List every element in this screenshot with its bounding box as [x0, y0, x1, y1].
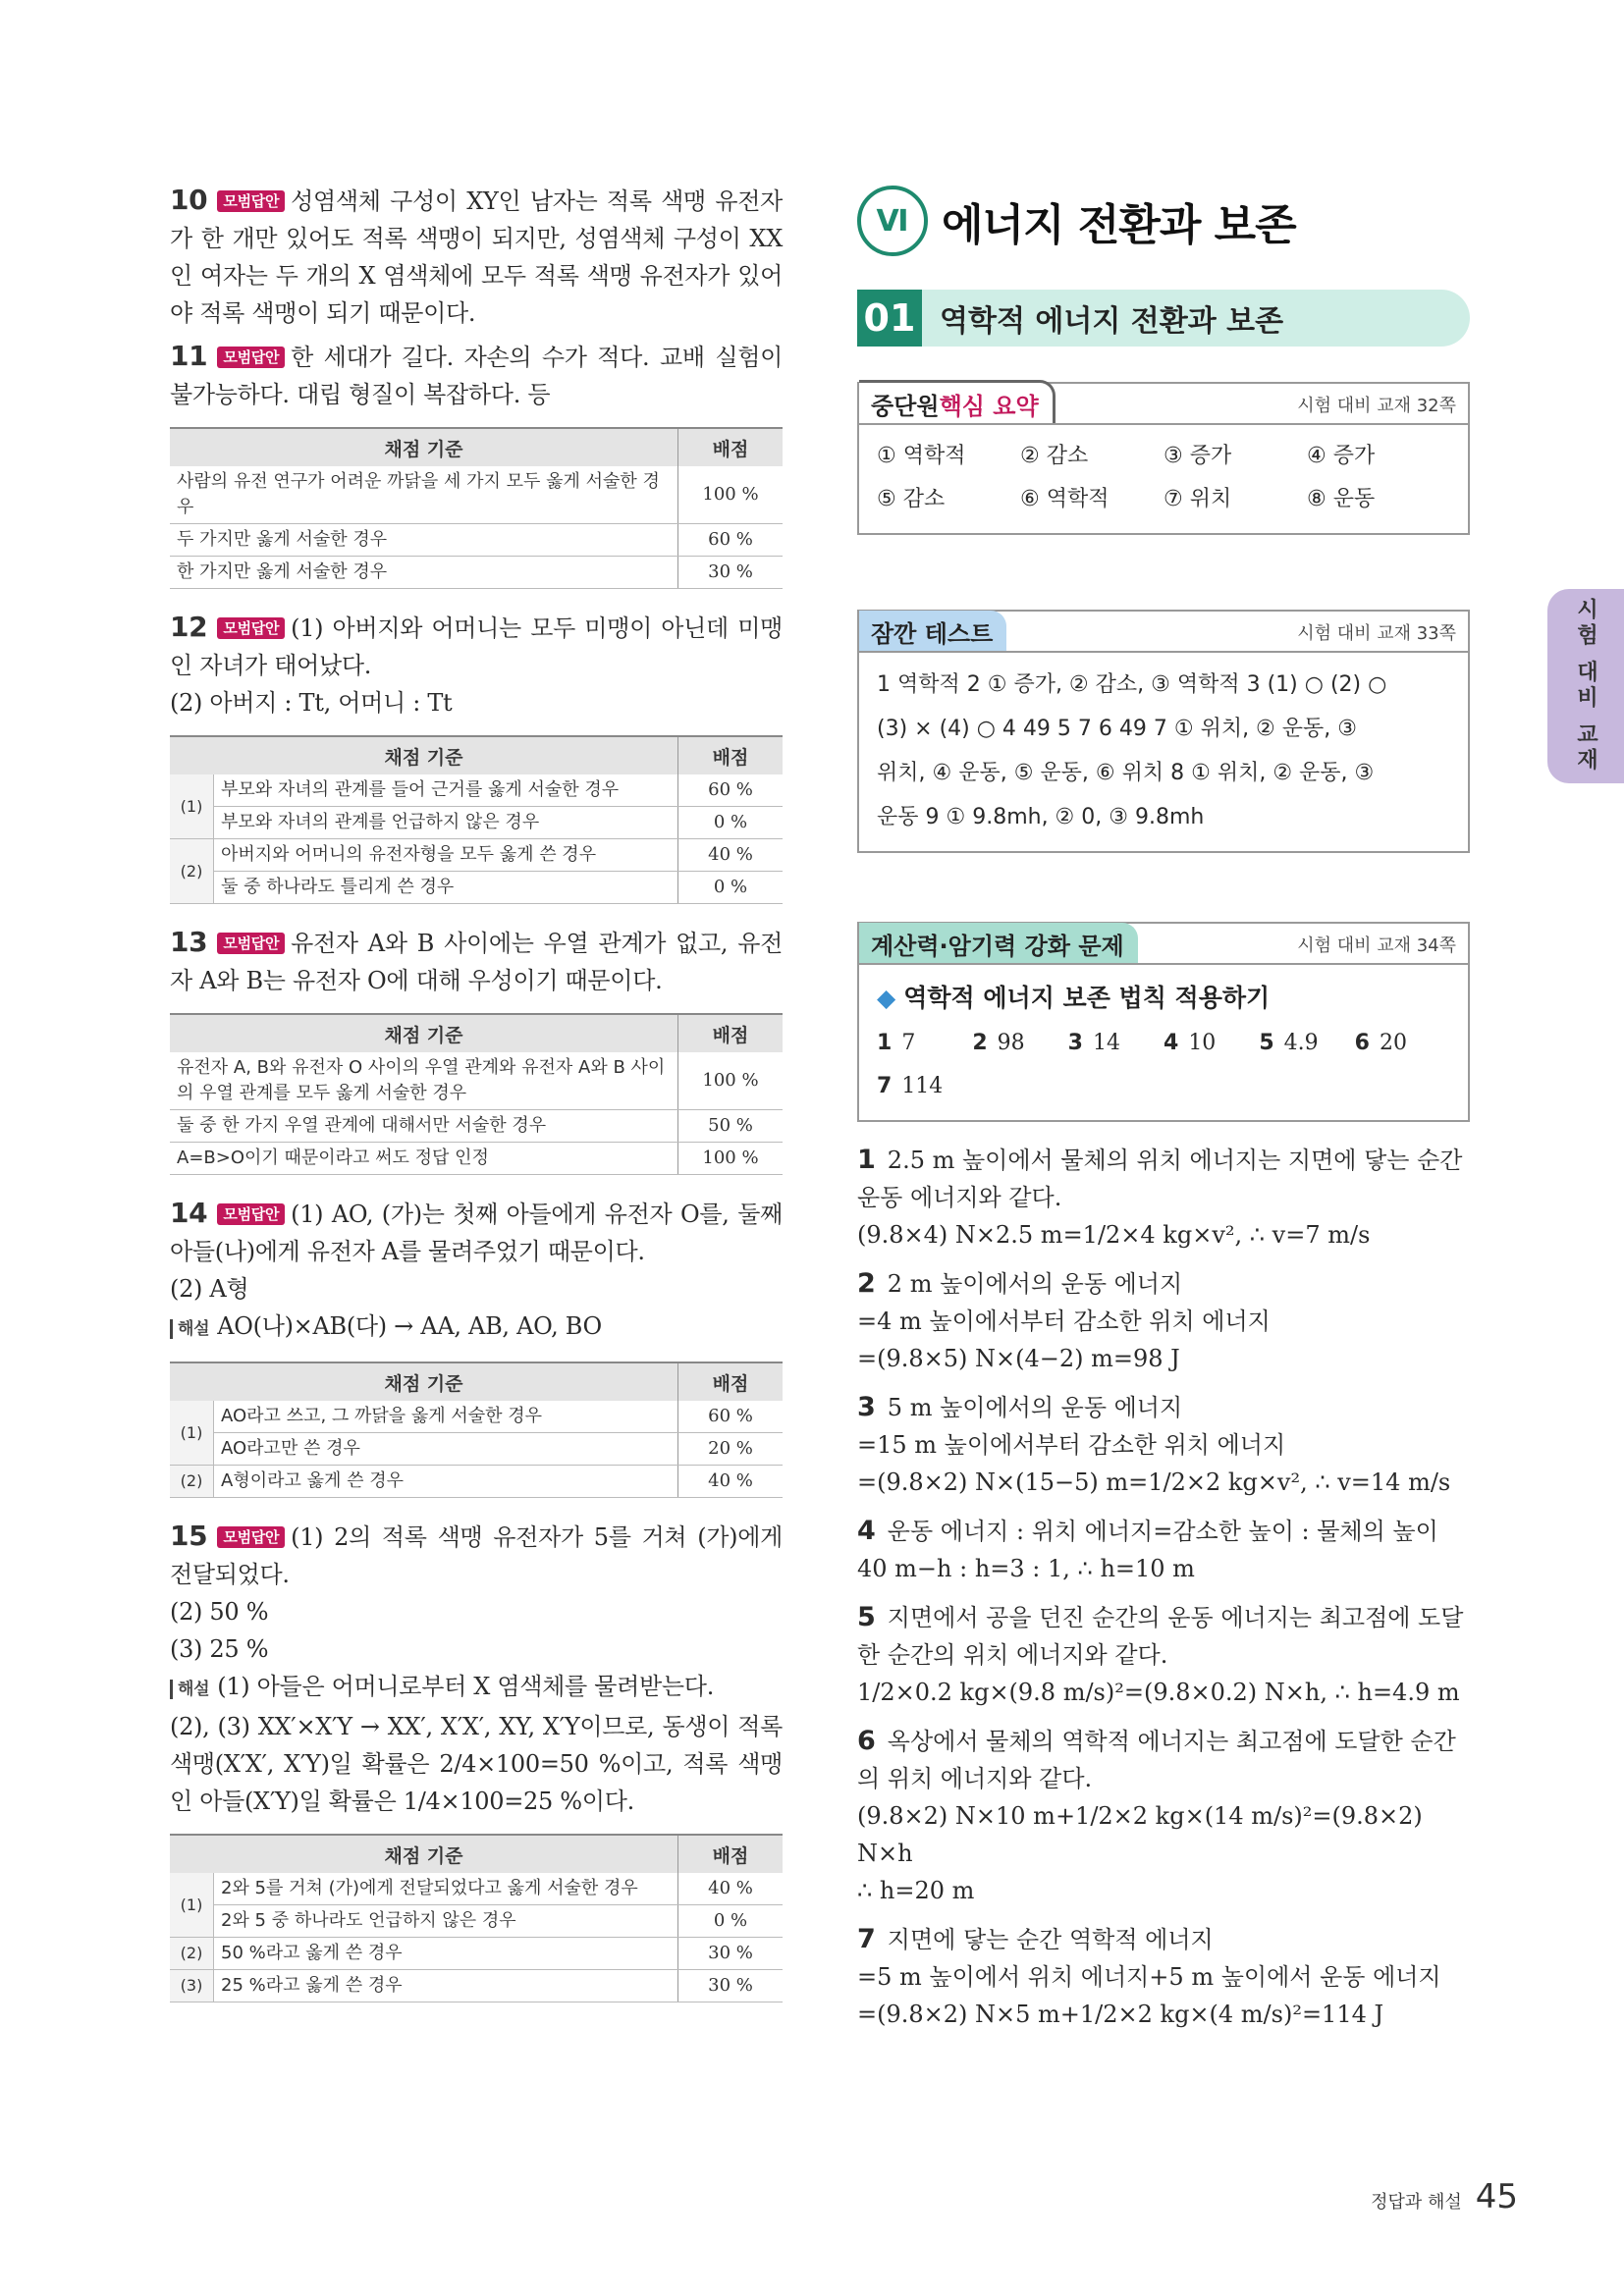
right-column [857, 182, 1470, 2045]
criteria-header: 채점 기준 [170, 1362, 678, 1401]
criteria-header: 채점 기준 [170, 428, 678, 466]
solution-line [857, 1550, 1470, 1587]
question-12 [170, 609, 783, 721]
model-answer-tag: 모범답안 [217, 347, 285, 368]
solution-7 [857, 1921, 1470, 2033]
points-cell: 30 % [678, 1970, 784, 2002]
question-10 [170, 182, 783, 332]
explanation-tag: 해설 [170, 1680, 209, 1699]
box-reference: 시험 대비 교재 33쪽 [1297, 623, 1456, 644]
points-cell: 40 % [678, 1466, 784, 1498]
table-row [170, 1110, 783, 1143]
box-reference: 시험 대비 교재 34쪽 [1297, 935, 1456, 956]
model-answer-tag: 모범답안 [217, 190, 285, 212]
question-number: 13 [170, 926, 208, 958]
sub-label: (3) [170, 1970, 214, 2002]
points-cell: 100 % [678, 466, 784, 524]
points-cell: 60 % [678, 1401, 784, 1433]
criteria-cell: 25 %라고 옳게 쓴 경우 [214, 1970, 678, 2002]
solution-line [857, 1674, 1470, 1711]
solution-line [857, 1426, 1470, 1464]
side-tab[interactable] [1547, 589, 1624, 783]
explanation-text: (1) 아들은 어머니로부터 X 염색체를 물려받는다. [217, 1673, 715, 1700]
question-14 [170, 1195, 783, 1348]
section-heading [857, 290, 1470, 347]
list-item [1164, 1022, 1259, 1065]
criteria-cell: 유전자 A, B와 유전자 O 사이의 우열 관계와 유전자 A와 B 사이의 우열 관계를 모두 옳게 서술한 경우 [170, 1052, 678, 1110]
solution-line [857, 1599, 1470, 1674]
criteria-cell: 둘 중 하나라도 틀리게 쓴 경우 [214, 872, 678, 904]
criteria-cell: 한 가지만 옳게 서술한 경우 [170, 557, 678, 589]
answer-text: (1) 2의 적록 색맹 유전자가 5를 거쳐 (가)에게 전달되었다. [170, 1523, 783, 1588]
table-row [170, 1905, 783, 1938]
criteria-cell: AO라고 쓰고, 그 까닭을 옳게 서술한 경우 [214, 1401, 678, 1433]
chapter-heading [857, 182, 1470, 260]
solution-text: (9.8×2) N×10 m+1/2×2 kg×(14 m/s)²=(9.8×2) N×h [857, 1802, 1423, 1867]
explanation-text: (2), (3) XX′×X′Y → XX′, X′X′, XY, X′Y이므로, 동생이 적록 색맹(X′X′, X′Y)일 확률은 2/4×100=50 %이고, 적록 색맹인 아들(X′Y)일 확률은 1/4×100=25 %이다. [170, 1713, 783, 1815]
solution-line [857, 1996, 1470, 2033]
solution-1 [857, 1142, 1470, 1254]
criteria-cell: A형이라고 옳게 쓴 경우 [214, 1466, 678, 1498]
table-row [170, 1052, 783, 1110]
question-number: 15 [170, 1520, 208, 1552]
solution-text: 지면에서 공을 던진 순간의 운동 에너지는 최고점에 도달한 순간의 위치 에너지와 같다. [857, 1604, 1464, 1669]
points-cell: 50 % [678, 1110, 784, 1143]
criteria-cell: 아버지와 어머니의 유전자형을 모두 옳게 쓴 경우 [214, 839, 678, 872]
box-label [859, 611, 1006, 651]
solution-text: 1/2×0.2 kg×(9.8 m/s)²=(9.8×0.2) N×h, ∴ h=4.9 m [857, 1679, 1460, 1706]
points-cell: 100 % [678, 1143, 784, 1175]
solution-text: 5 m 높이에서의 운동 에너지 [887, 1394, 1183, 1421]
solution-text: =(9.8×2) N×(15−5) m=1/2×2 kg×v², ∴ v=14 m/s [857, 1468, 1451, 1496]
box-reference: 시험 대비 교재 32쪽 [1297, 396, 1456, 416]
practice-box [857, 922, 1470, 1122]
page-number: 45 [1475, 2177, 1518, 2216]
solution-3 [857, 1389, 1470, 1501]
criteria-cell: 둘 중 한 가지 우열 관계에 대해서만 서술한 경우 [170, 1110, 678, 1143]
summary-answers [859, 425, 1468, 533]
explanation [170, 1308, 783, 1348]
solution-6 [857, 1723, 1470, 1909]
list-item [1068, 1022, 1164, 1065]
solution-text: (9.8×4) N×2.5 m=1/2×4 kg×v², ∴ v=7 m/s [857, 1221, 1371, 1249]
answer-number: 6 [1354, 1031, 1370, 1055]
table-row [170, 1873, 783, 1905]
points-header: 배점 [678, 1014, 784, 1052]
scoring-table-12 [170, 735, 783, 904]
solution-text: 옥상에서 물체의 역학적 에너지는 최고점에 도달한 순간의 위치 에너지와 같다. [857, 1728, 1456, 1792]
question-number: 10 [170, 184, 208, 216]
list-item: ① 역학적 [877, 444, 966, 468]
chapter-number-icon: Ⅵ [857, 186, 928, 256]
page-footer [1371, 2177, 1518, 2216]
criteria-header: 채점 기준 [170, 1835, 678, 1873]
solution-line [857, 1958, 1470, 1996]
table-row [170, 807, 783, 839]
answer-value: 20 [1379, 1031, 1407, 1055]
solutions-list [857, 1142, 1470, 2033]
answer-value: 114 [901, 1074, 944, 1098]
practice-answers [877, 1022, 1450, 1108]
scoring-table-13 [170, 1013, 783, 1175]
table-row [170, 1466, 783, 1498]
criteria-cell: 부모와 자녀의 관계를 언급하지 않은 경우 [214, 807, 678, 839]
footer-text: 정답과 해설 [1371, 2192, 1462, 2213]
model-answer-tag: 모범답안 [217, 933, 285, 954]
criteria-cell: 사람의 유전 연구가 어려운 까닭을 세 가지 모두 옳게 서술한 경우 [170, 466, 678, 524]
side-tab-label: 시험 대비 교재 [1573, 598, 1598, 774]
diamond-icon: ◆ [877, 984, 896, 1012]
sub-label: (2) [170, 839, 214, 904]
list-item: ⑥ 역학적 [1020, 487, 1110, 511]
list-item [877, 1065, 972, 1108]
answer-number: 5 [1259, 1031, 1274, 1055]
solution-line [857, 1142, 1470, 1216]
list-item: ③ 증가 [1164, 444, 1232, 468]
table-row [170, 466, 783, 524]
scoring-table-11 [170, 427, 783, 589]
question-number: 14 [170, 1197, 208, 1229]
practice-body [859, 965, 1468, 1120]
solution-line [857, 1464, 1470, 1501]
answer-value: 4.9 [1283, 1031, 1319, 1055]
criteria-header: 채점 기준 [170, 736, 678, 774]
answer-text: 한 세대가 길다. 자손의 수가 적다. 교배 실험이 불가능하다. 대립 형질이 복잡하다. 등 [170, 344, 783, 408]
box-label-main: 계산력·암기력 [871, 933, 1017, 960]
points-header: 배점 [678, 1835, 784, 1873]
solution-line [857, 1872, 1470, 1909]
points-cell: 100 % [678, 1052, 784, 1110]
answer-number: 3 [1067, 1031, 1083, 1055]
sub-label: (2) [170, 1466, 214, 1498]
points-cell: 60 % [678, 774, 784, 807]
solution-2 [857, 1265, 1470, 1377]
box-label-accent: 핵심 요약 [939, 393, 1039, 420]
points-cell: 40 % [678, 839, 784, 872]
quick-test-box [857, 610, 1470, 853]
table-row [170, 1433, 783, 1466]
table-row [170, 839, 783, 872]
points-cell: 0 % [678, 807, 784, 839]
left-column [170, 182, 783, 2022]
solution-text: =15 m 높이에서부터 감소한 위치 에너지 [857, 1431, 1286, 1459]
points-cell: 0 % [678, 872, 784, 904]
solution-text: =(9.8×5) N×(4−2) m=98 J [857, 1345, 1180, 1372]
solution-line [857, 1389, 1470, 1426]
points-cell: 0 % [678, 1905, 784, 1938]
criteria-cell: 2와 5를 거쳐 (가)에게 전달되었다고 옳게 서술한 경우 [214, 1873, 678, 1905]
solution-line [857, 1340, 1470, 1377]
summary-box [857, 382, 1470, 535]
criteria-cell: 부모와 자녀의 관계를 들어 근거를 옳게 서술한 경우 [214, 774, 678, 807]
answer-line: 위치, ④ 운동, ⑤ 운동, ⑥ 위치 8 ① 위치, ② 운동, ③ [877, 761, 1375, 785]
list-item: ⑧ 운동 [1307, 487, 1376, 511]
solution-line [857, 1513, 1470, 1550]
model-answer-tag: 모범답안 [217, 1526, 285, 1548]
list-item: ② 감소 [1020, 444, 1089, 468]
table-row [170, 774, 783, 807]
box-label-main: 잠깐 [871, 620, 917, 648]
solution-text: =5 m 높이에서 위치 에너지+5 m 높이에서 운동 에너지 [857, 1963, 1441, 1991]
solution-text: ∴ h=20 m [857, 1877, 975, 1904]
solution-text: 2 m 높이에서의 운동 에너지 [887, 1270, 1183, 1298]
answer-value: 7 [901, 1031, 916, 1055]
criteria-cell: 50 %라고 옳게 쓴 경우 [214, 1938, 678, 1970]
scoring-table-14 [170, 1362, 783, 1498]
solution-line [857, 1723, 1470, 1797]
points-cell: 20 % [678, 1433, 784, 1466]
explanation-tag: 해설 [170, 1319, 209, 1339]
list-item [877, 1022, 972, 1065]
points-cell: 30 % [678, 1938, 784, 1970]
scoring-table-15 [170, 1834, 783, 2002]
table-row [170, 524, 783, 557]
section-number: 01 [857, 290, 922, 347]
table-row [170, 872, 783, 904]
answer-text: (3) 25 % [170, 1635, 269, 1663]
answer-line: (3) × (4) ○ 4 49 5 7 6 49 7 ① 위치, ② 운동, ③ [877, 717, 1357, 741]
answer-number: 4 [1164, 1031, 1179, 1055]
answer-text: (1) 아버지와 어머니는 모두 미맹이 아닌데 미맹인 자녀가 태어났다. [170, 614, 783, 679]
solution-number: 6 [857, 1726, 876, 1756]
explanation-text: AO(나)×AB(다) → AA, AB, AO, BO [217, 1312, 602, 1340]
criteria-cell: AO라고만 쓴 경우 [214, 1433, 678, 1466]
table-row [170, 1938, 783, 1970]
criteria-cell: 2와 5 중 하나라도 언급하지 않은 경우 [214, 1905, 678, 1938]
question-13 [170, 924, 783, 999]
answer-text: (2) A형 [170, 1275, 249, 1303]
model-answer-tag: 모범답안 [217, 1203, 285, 1225]
question-number: 11 [170, 340, 208, 372]
answer-text: 유전자 A와 B 사이에는 우열 관계가 없고, 유전자 A와 B는 유전자 O에 대해 우성이기 때문이다. [170, 930, 783, 994]
sub-label: (1) [170, 774, 214, 839]
section-title: 역학적 에너지 전환과 보존 [940, 304, 1284, 339]
solution-text: 운동 에너지 : 위치 에너지=감소한 높이 : 물체의 높이 [887, 1518, 1438, 1545]
table-row [170, 1143, 783, 1175]
model-answer-tag: 모범답안 [217, 617, 285, 639]
answer-text: (1) AO, (가)는 첫째 아들에게 유전자 O를, 둘째 아들(나)에게 유전자 A를 물려주었기 때문이다. [170, 1201, 783, 1265]
solution-line [857, 1265, 1470, 1303]
answer-value: 14 [1092, 1031, 1120, 1055]
question-11 [170, 338, 783, 413]
points-cell: 30 % [678, 557, 784, 589]
points-header: 배점 [678, 428, 784, 466]
practice-subheading [877, 979, 1450, 1014]
box-label [859, 380, 1056, 423]
answer-line: 1 역학적 2 ① 증가, ② 감소, ③ 역학적 3 (1) ○ (2) ○ [877, 672, 1387, 697]
solution-number: 1 [857, 1145, 876, 1175]
sub-label: (1) [170, 1401, 214, 1466]
answer-value: 10 [1188, 1031, 1217, 1055]
box-label-accent: 테스트 [924, 620, 994, 648]
criteria-cell: A=B>O이기 때문이라고 써도 정답 인정 [170, 1143, 678, 1175]
solution-line [857, 1303, 1470, 1340]
solution-number: 3 [857, 1392, 876, 1422]
solution-number: 7 [857, 1924, 876, 1954]
solution-text: =4 m 높이에서부터 감소한 위치 에너지 [857, 1308, 1271, 1335]
solution-text: =(9.8×2) N×5 m+1/2×2 kg×(4 m/s)²=114 J [857, 2001, 1384, 2028]
list-item [1355, 1022, 1450, 1065]
box-label-main: 중단원 [871, 393, 940, 420]
answer-line: 운동 9 ① 9.8mh, ② 0, ③ 9.8mh [877, 805, 1205, 829]
points-cell: 60 % [678, 524, 784, 557]
solution-number: 4 [857, 1516, 876, 1546]
solution-line [857, 1216, 1470, 1254]
answer-number: 2 [972, 1031, 988, 1055]
answer-text: (2) 50 % [170, 1598, 269, 1626]
solution-number: 2 [857, 1268, 876, 1299]
answer-value: 98 [997, 1031, 1025, 1055]
practice-subheading-text: 역학적 에너지 보존 법칙 적용하기 [903, 984, 1271, 1012]
sub-label: (1) [170, 1873, 214, 1938]
sub-label: (2) [170, 1938, 214, 1970]
points-cell: 40 % [678, 1873, 784, 1905]
solution-5 [857, 1599, 1470, 1711]
chapter-title: 에너지 전환과 보존 [942, 200, 1296, 250]
criteria-cell: 두 가지만 옳게 서술한 경우 [170, 524, 678, 557]
answer-text: (2) 아버지 : Tt, 어머니 : Tt [170, 689, 453, 717]
solution-4 [857, 1513, 1470, 1587]
quick-test-answers [859, 653, 1468, 851]
answer-number: 7 [877, 1074, 893, 1098]
solution-number: 5 [857, 1602, 876, 1632]
table-row [170, 557, 783, 589]
list-item: ④ 증가 [1307, 444, 1376, 468]
answer-text: 성염색체 구성이 XY인 남자는 적록 색맹 유전자가 한 개만 있어도 적록 색맹이 되지만, 성염색체 구성이 XX인 여자는 두 개의 X 염색체에 모두 적록 색맹 유전자가 있어야 적록 색맹이 되기 때문이다. [170, 187, 783, 327]
list-item [972, 1022, 1067, 1065]
question-15 [170, 1518, 783, 1820]
criteria-header: 채점 기준 [170, 1014, 678, 1052]
solution-text: 2.5 m 높이에서 물체의 위치 에너지는 지면에 닿는 순간 운동 에너지와 같다. [857, 1147, 1463, 1211]
list-item: ⑤ 감소 [877, 487, 946, 511]
points-header: 배점 [678, 1362, 784, 1401]
answer-number: 1 [877, 1031, 893, 1055]
solution-text: 지면에 닿는 순간 역학적 에너지 [887, 1926, 1214, 1953]
explanation [170, 1668, 783, 1708]
box-label [859, 923, 1138, 963]
solution-line [857, 1797, 1470, 1872]
points-header: 배점 [678, 736, 784, 774]
list-item: ⑦ 위치 [1164, 487, 1232, 511]
list-item [1259, 1022, 1354, 1065]
solution-text: 40 m−h : h=3 : 1, ∴ h=10 m [857, 1555, 1195, 1582]
table-row [170, 1970, 783, 2002]
question-number: 12 [170, 611, 208, 643]
solution-line [857, 1921, 1470, 1958]
table-row [170, 1401, 783, 1433]
box-label-accent: 강화 문제 [1024, 933, 1124, 960]
